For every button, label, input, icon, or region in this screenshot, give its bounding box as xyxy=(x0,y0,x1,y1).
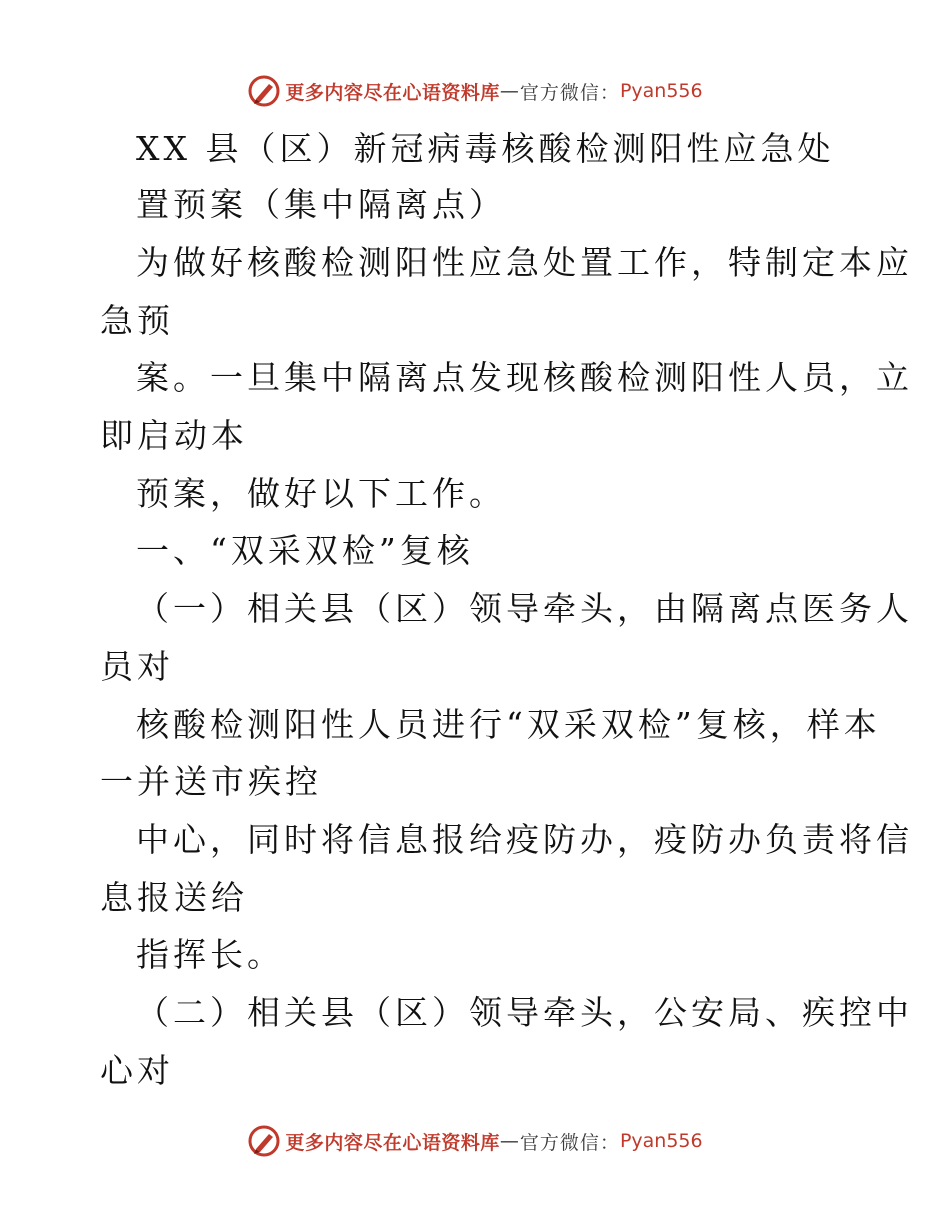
paragraph-line: 员对 xyxy=(100,647,174,686)
red-pen-circle-logo-icon xyxy=(247,1124,281,1158)
watermark-title: 更多内容尽在心语资料库 xyxy=(285,1131,500,1154)
watermark-channel: 官方微信： xyxy=(519,81,620,104)
paragraph-line: （二）相关县（区）领导牵头，公安局、疾控中 xyxy=(136,993,913,1032)
section-heading: 一、“双采双检”复核 xyxy=(136,531,474,570)
paragraph-line: 案。一旦集中隔离点发现核酸检测阳性人员，立 xyxy=(136,358,913,397)
paragraph-line: 核酸检测阳性人员进行“双采双检”复核，样本 xyxy=(136,705,881,744)
footer-watermark xyxy=(0,1121,950,1161)
paragraph-line: 指挥长。 xyxy=(136,935,284,974)
document-body xyxy=(0,119,950,1109)
paragraph-line: 中心，同时将信息报给疫防办，疫防办负责将信 xyxy=(136,820,913,859)
watermark-account: Pyan556 xyxy=(619,80,703,102)
paragraph-line: 预案，做好以下工作。 xyxy=(136,474,506,513)
red-pen-circle-logo-icon xyxy=(247,74,281,108)
watermark-dash: — xyxy=(499,1130,520,1152)
paragraph-line: （一）相关县（区）领导牵头，由隔离点医务人 xyxy=(136,589,913,628)
paragraph-line: 息报送给 xyxy=(100,878,248,917)
watermark-title: 更多内容尽在心语资料库 xyxy=(285,81,500,104)
doc-title-line-2: 置预案（集中隔离点） xyxy=(136,185,506,224)
watermark-channel: 官方微信： xyxy=(519,1131,620,1154)
paragraph-line: 即启动本 xyxy=(100,416,248,455)
paragraph-line: 一并送市疾控 xyxy=(100,762,322,801)
paragraph-line: 为做好核酸检测阳性应急处置工作，特制定本应 xyxy=(136,243,913,282)
paragraph-line: 急预 xyxy=(100,301,174,340)
doc-title-line-1: XX 县（区）新冠病毒核酸检测阳性应急处 xyxy=(136,129,835,168)
watermark-account: Pyan556 xyxy=(619,1130,703,1152)
paragraph-line: 心对 xyxy=(100,1051,174,1090)
watermark-dash: — xyxy=(499,80,520,102)
header-watermark xyxy=(0,71,950,111)
